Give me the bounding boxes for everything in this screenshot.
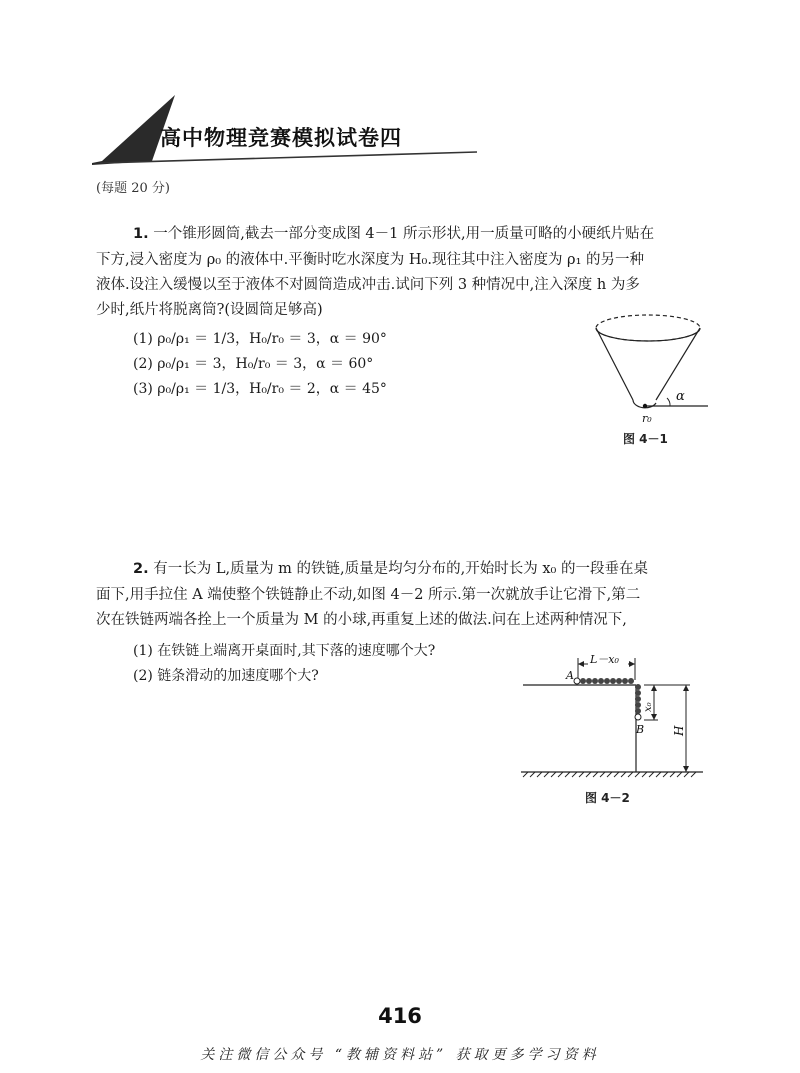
problem2-line-2: 面下,用手拉住 A 端使整个铁链静止不动,如图 4－2 所示.第一次就放手让它滑下,第二	[96, 587, 641, 603]
footer-watermark: 关注微信公众号 “教辅资料站” 获取更多学习资料	[200, 1047, 600, 1063]
problem2-question-2: (2) 链条滑动的加速度哪个大?	[133, 668, 319, 684]
floor-hatching	[523, 772, 696, 777]
label-alpha: α	[676, 389, 685, 404]
problem1-number: 1.	[133, 226, 149, 242]
problem2-question-1: (1) 在铁链上端离开桌面时,其下落的速度哪个大?	[133, 643, 436, 659]
label-B: B	[636, 723, 645, 736]
label-A: A	[566, 669, 574, 682]
label-x0: x₀	[643, 702, 654, 712]
problem2-number: 2.	[133, 561, 149, 577]
figure-4-2-caption: 图 4－2	[585, 791, 630, 805]
problem1-line-2: 下方,浸入密度为 ρ₀ 的液体中.平衡时吃水深度为 H₀.现往其中注入密度为 ρ₁ 的另一种	[96, 252, 645, 268]
cone-top-front-rim	[596, 328, 700, 341]
page-number: 416	[378, 1004, 422, 1028]
figure-4-1-caption: 图 4－1	[623, 432, 668, 446]
cone-center-dot	[643, 404, 647, 408]
label-L-minus-x0: L－x₀	[590, 653, 619, 666]
figure-4-2-chain	[518, 644, 718, 782]
page-title: 高中物理竞赛模拟试卷四	[160, 126, 402, 150]
label-r0: r₀	[642, 412, 652, 425]
label-H: H	[672, 725, 686, 736]
alpha-angle-arc	[667, 398, 670, 406]
problem1-line-1: 1. 一个锥形圆筒,截去一部分变成图 4－1 所示形状,用一质量可略的小硬纸片贴在	[133, 226, 655, 242]
problem1-line-4: 少时,纸片将脱离筒?(设圆筒足够高)	[96, 302, 323, 318]
problem1-condition-1: (1) ρ₀/ρ₁ ＝ 1/3，H₀/r₀ ＝ 3，α ＝ 90°	[133, 331, 387, 347]
header-rule	[100, 152, 477, 163]
problem1-condition-3: (3) ρ₀/ρ₁ ＝ 1/3，H₀/r₀ ＝ 2，α ＝ 45°	[133, 381, 387, 397]
chain-horizontal	[574, 678, 634, 684]
problem1-line-3: 液体.设注入缓慢以至于液体不对圆筒造成冲击.试问下列 3 种情况中,注入深度 h 为多	[96, 277, 640, 293]
problem2-line-3: 次在铁链两端各拴上一个质量为 M 的小球,再重复上述的做法.问在上述两种情况下,	[96, 612, 627, 628]
score-note: (每题 20 分)	[96, 181, 170, 196]
problem2-line-1: 2. 有一长为 L,质量为 m 的铁链,质量是均匀分布的,开始时长为 x₀ 的一段垂在桌	[133, 561, 648, 577]
figure-4-1-cone	[590, 310, 720, 425]
cone-left-side	[596, 328, 633, 400]
problem1-condition-2: (2) ρ₀/ρ₁ ＝ 3，H₀/r₀ ＝ 3，α ＝ 60°	[133, 356, 374, 372]
